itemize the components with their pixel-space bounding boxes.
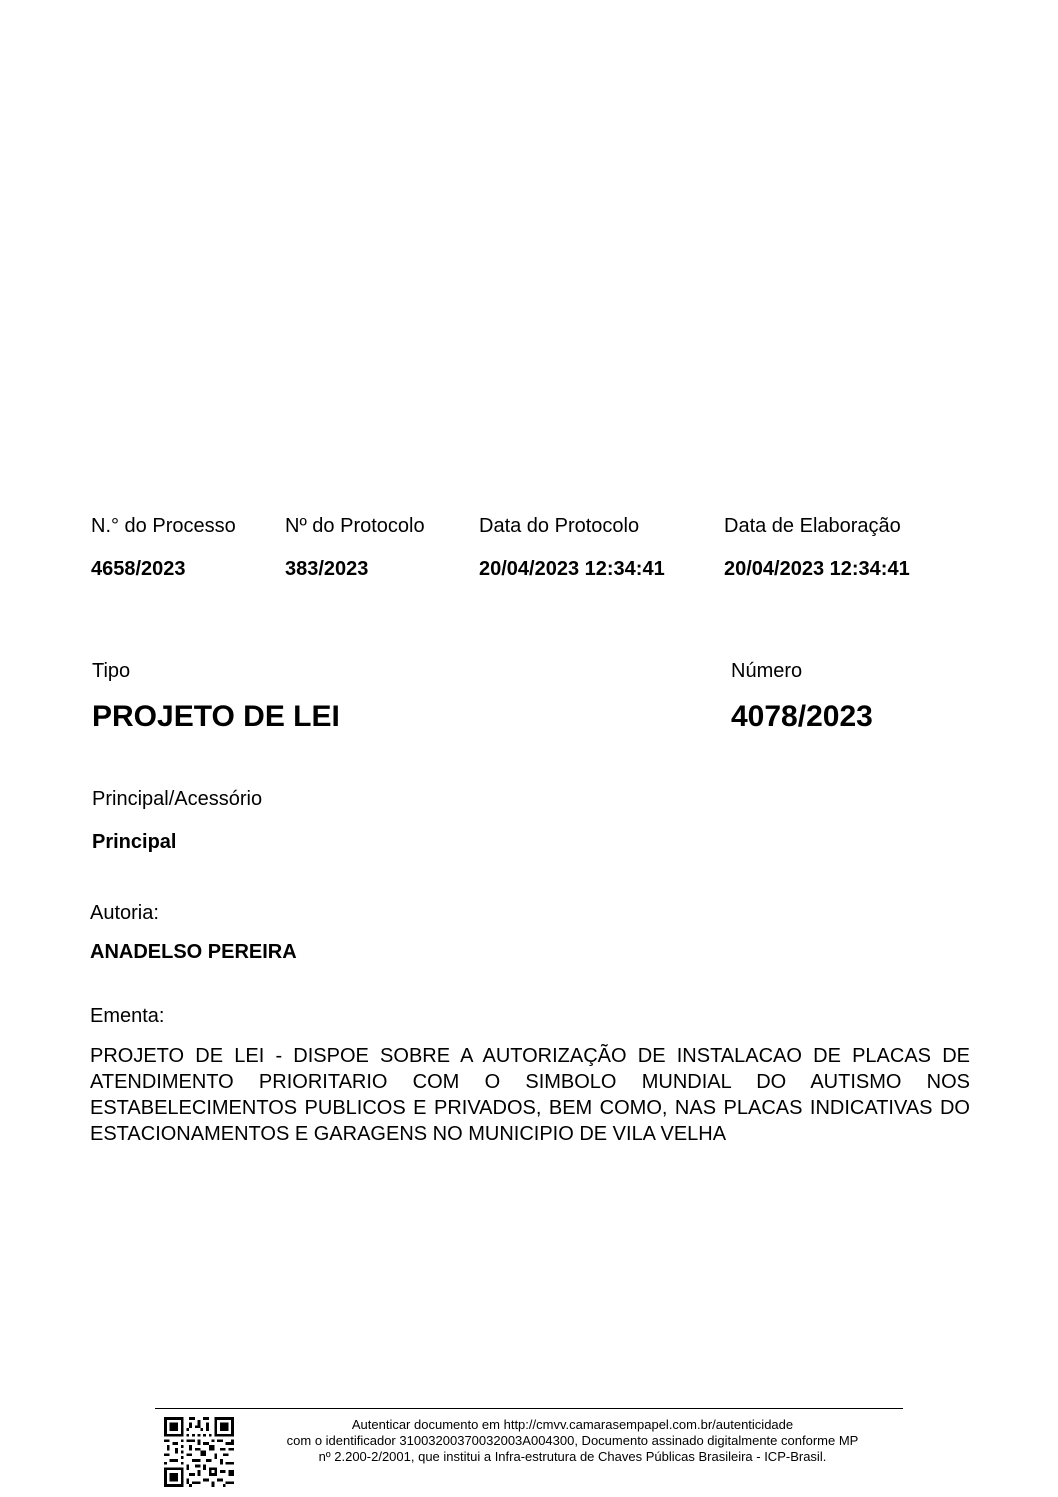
- footer-line-2: com o identificador 31003200370032003A004300, Documento assinado digitalmente conforme MP: [286, 1433, 859, 1448]
- data-protocolo-value: 20/04/2023 12:34:41: [479, 558, 665, 580]
- autoria-label: Autoria:: [90, 902, 159, 924]
- protocolo-value: 383/2023: [285, 558, 369, 580]
- data-elaboracao-value: 20/04/2023 12:34:41: [724, 558, 910, 580]
- principal-acessorio-label: Principal/Acessório: [92, 788, 263, 810]
- protocolo-label: Nº do Protocolo: [285, 515, 425, 537]
- footer-line-3: nº 2.200-2/2001, que institui a Infra-estrutura de Chaves Públicas Brasileira - ICP-Brasil.: [318, 1449, 827, 1464]
- data-elaboracao-label: Data de Elaboração: [724, 515, 901, 537]
- principal-acessorio-value: Principal: [92, 831, 177, 853]
- tipo-value: PROJETO DE LEI: [92, 700, 340, 733]
- footer-divider: [155, 1408, 903, 1409]
- autoria-value: ANADELSO PEREIRA: [90, 941, 297, 963]
- qr-code-icon: [164, 1417, 234, 1487]
- processo-label: N.° do Processo: [91, 515, 236, 537]
- tipo-label: Tipo: [92, 660, 131, 682]
- numero-value: 4078/2023: [731, 700, 873, 733]
- data-protocolo-label: Data do Protocolo: [479, 515, 640, 537]
- ementa-text: PROJETO DE LEI - DISPOE SOBRE A AUTORIZAÇÃO DE INSTALACAO DE PLACAS DE ATENDIMENTO PRIORITARIO COM O SIMBOLO MUNDIAL DO AUTISMO NOS ESTABELECIMENTOS PUBLICOS E PRIVADOS, BEM COMO, NAS PLACAS INDICATIVAS DO ESTACIONAMENTOS E GARAGENS NO MUNICIPIO DE VILA VELHA: [90, 1045, 970, 1145]
- numero-label: Número: [731, 660, 803, 682]
- processo-value: 4658/2023: [91, 558, 186, 580]
- footer-line-1: Autenticar documento em http://cmvv.camarasempapel.com.br/autenticidade: [351, 1417, 794, 1432]
- ementa-label: Ementa:: [90, 1005, 165, 1027]
- footer-authentication-text: [250, 1417, 895, 1465]
